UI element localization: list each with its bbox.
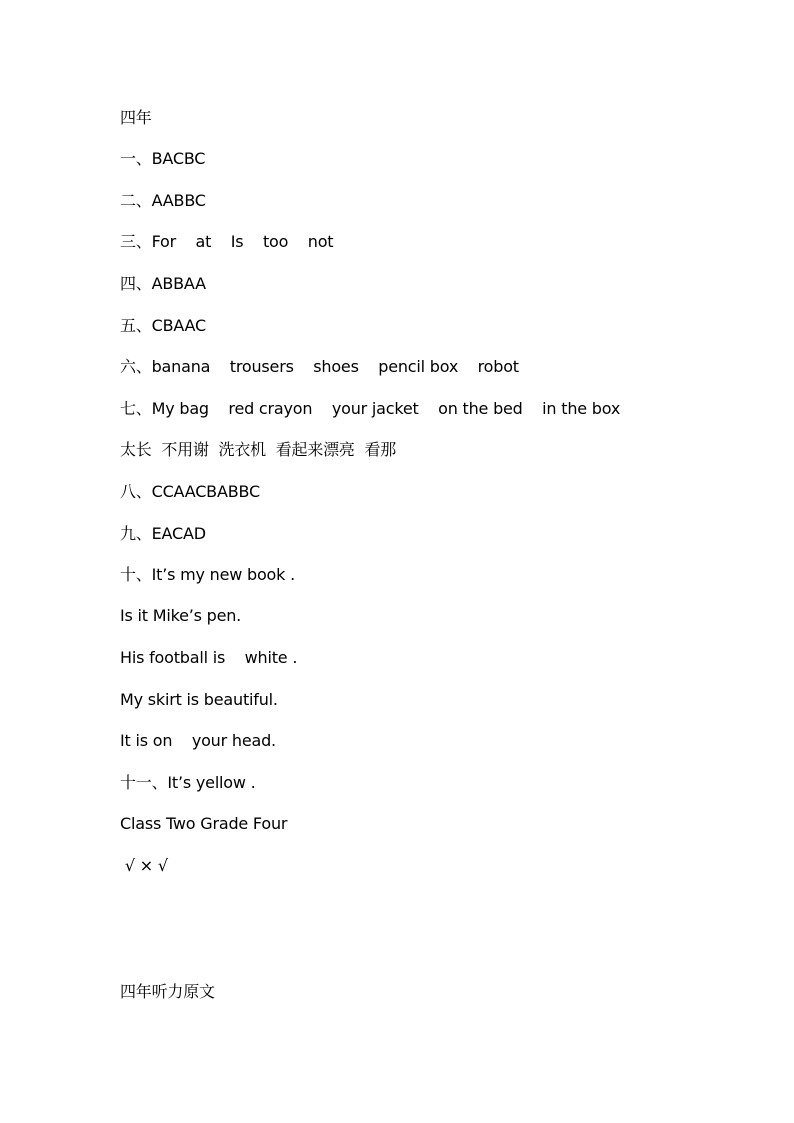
answer-line-7: 七、My bag red crayon your jacket on the bed in the box xyxy=(120,399,621,418)
answer-line-8: 八、CCAACBABBC xyxy=(120,482,260,501)
listening-heading: 四年听力原文 xyxy=(120,982,215,1001)
answer-line-3: 三、For at Is too not xyxy=(120,232,334,251)
answer-line-11-b: Class Two Grade Four xyxy=(120,814,288,833)
answer-line-9: 九、EACAD xyxy=(120,524,206,543)
answer-line-6: 六、banana trousers shoes pencil box robot xyxy=(120,357,519,376)
answer-line-1: 一、BACBC xyxy=(120,149,206,168)
answer-line-7-chinese: 太长 不用谢 洗衣机 看起来漂亮 看那 xyxy=(120,440,397,459)
answer-line-10-b: Is it Mike’s pen. xyxy=(120,606,242,625)
answer-line-4: 四、ABBAA xyxy=(120,274,206,293)
answer-line-10: 十、It’s my new book . xyxy=(120,565,295,584)
answer-line-10-d: My skirt is beautiful. xyxy=(120,690,278,709)
answer-line-11-marks: √ × √ xyxy=(120,856,168,875)
section-heading: 四年 xyxy=(120,108,152,127)
answer-line-10-e: It is on your head. xyxy=(120,731,276,750)
answer-line-10-c: His football is white . xyxy=(120,648,298,667)
answer-line-11: 十一、It’s yellow . xyxy=(120,773,256,792)
answer-line-2: 二、AABBC xyxy=(120,191,206,210)
answer-line-5: 五、CBAAC xyxy=(120,316,206,335)
